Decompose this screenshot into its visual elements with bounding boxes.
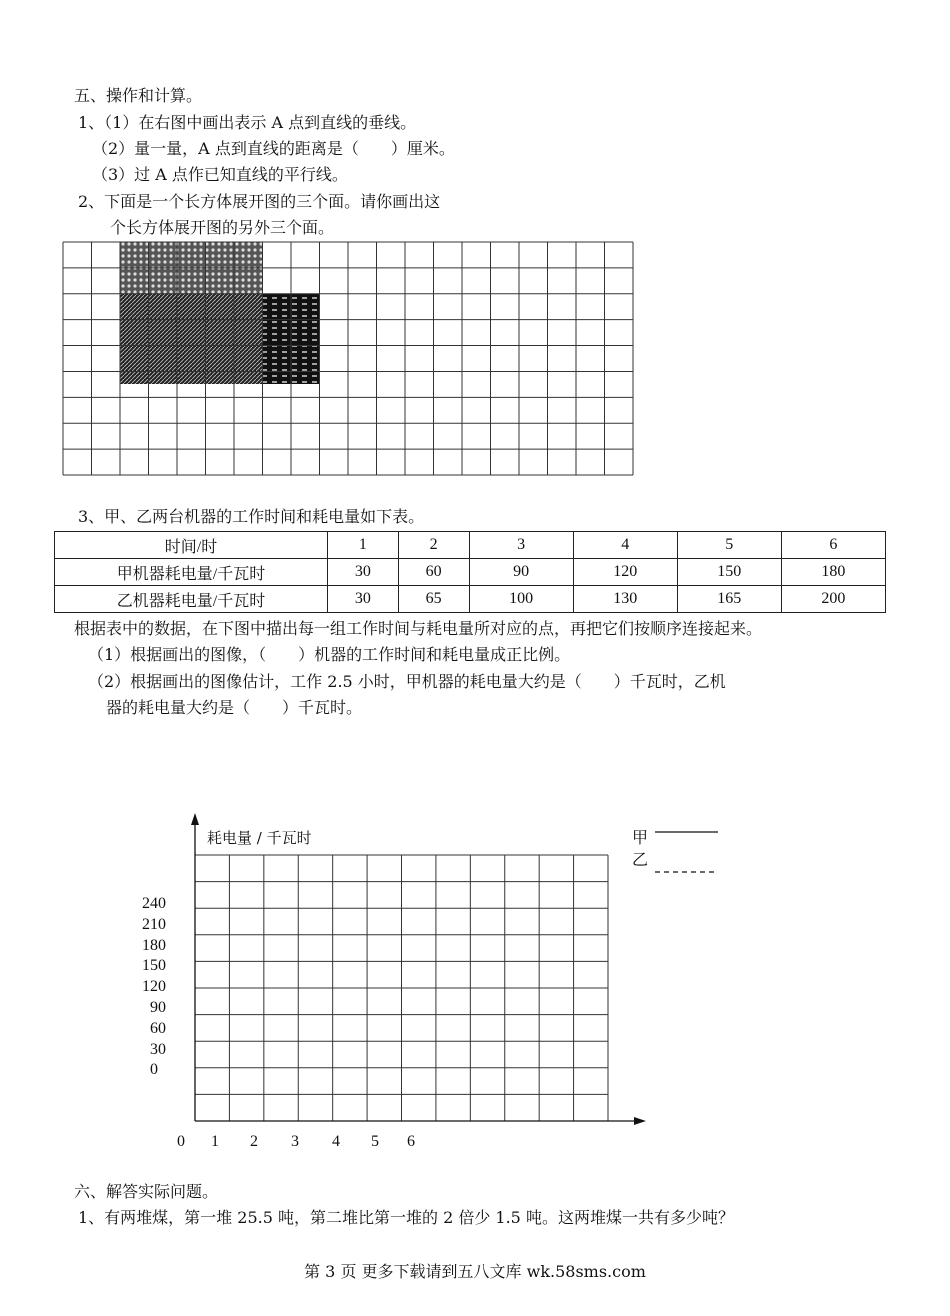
table-cell: 165 <box>677 586 781 613</box>
x-tick-label: 4 <box>332 1133 340 1150</box>
table-cell: 4 <box>573 532 677 559</box>
table-cell: 5 <box>677 532 781 559</box>
net-face-front <box>120 294 262 384</box>
y-axis-arrow <box>191 813 199 825</box>
table-header-row <box>55 532 886 559</box>
table-cell: 30 <box>328 559 399 586</box>
x-tick-label: 6 <box>407 1133 415 1150</box>
table-cell: 65 <box>398 586 469 613</box>
legend-yi: 乙 <box>632 850 649 869</box>
y-tick-label: 60 <box>150 1019 166 1037</box>
table-cell: 120 <box>573 559 677 586</box>
table-cell: 60 <box>398 559 469 586</box>
section6-q1: 1、有两堆煤，第一堆 25.5 吨，第二堆比第一堆的 2 倍少 1.5 吨。这两堆煤一共有多少吨？ <box>78 1208 734 1227</box>
y-tick-label: 30 <box>150 1040 166 1058</box>
table-cell: 100 <box>469 586 573 613</box>
x-tick-label: 5 <box>371 1133 379 1150</box>
q1-line3: （3）过 A 点作已知直线的平行线。 <box>92 165 348 184</box>
x-tick-label: 3 <box>291 1133 299 1150</box>
x-tick-label: 2 <box>250 1133 258 1150</box>
q3-sub1: （1）根据画出的图像，（ ）机器的工作时间和耗电量成正比例。 <box>88 645 571 664</box>
q1-line2: （2）量一量，A 点到直线的距离是（ ）厘米。 <box>92 139 455 158</box>
table-cell: 1 <box>328 532 399 559</box>
table-cell: 6 <box>781 532 885 559</box>
y-tick-label: 0 <box>150 1061 158 1079</box>
x-axis-arrow <box>634 1117 646 1125</box>
power-table <box>54 531 886 613</box>
y-tick-label: 90 <box>150 999 166 1016</box>
q2-line2: 个长方体展开图的另外三个面。 <box>110 218 335 237</box>
y-tick-label: 210 <box>142 915 166 933</box>
table-cell: 130 <box>573 586 677 613</box>
section6-title: 六、解答实际问题。 <box>74 1182 219 1201</box>
table-cell: 2 <box>398 532 469 559</box>
table-row <box>55 559 886 586</box>
y-tick-label: 120 <box>142 978 166 996</box>
y-axis-label: 耗电量 / 千瓦时 <box>207 829 312 847</box>
table-row-label: 甲机器耗电量/千瓦时 <box>55 559 328 586</box>
y-tick-label: 180 <box>142 936 166 954</box>
q3-sub2b: 器的耗电量大约是（ ）千瓦时。 <box>106 698 363 717</box>
table-cell: 30 <box>328 586 399 613</box>
table-cell: 200 <box>781 586 885 613</box>
table-cell: 180 <box>781 559 885 586</box>
y-tick-label: 240 <box>142 895 166 912</box>
y-tick-label: 150 <box>142 957 166 975</box>
x-tick-label: 0 <box>177 1133 185 1150</box>
q1-line1: 1、（1）在右图中画出表示 A 点到直线的垂线。 <box>78 113 417 132</box>
x-tick-label: 1 <box>211 1133 219 1150</box>
cuboid-net-grid <box>0 235 950 485</box>
q3-instruction: 根据表中的数据，在下图中描出每一组工作时间与耗电量所对应的点，再把它们按顺序连接起来。 <box>74 619 763 638</box>
table-cell: 3 <box>469 532 573 559</box>
legend-jia: 甲 <box>632 828 649 847</box>
q3-intro: 3、甲、乙两台机器的工作时间和耗电量如下表。 <box>78 507 425 526</box>
table-header-label: 时间/时 <box>55 532 328 559</box>
table-cell: 150 <box>677 559 781 586</box>
table-row <box>55 586 886 613</box>
q3-sub2a: （2）根据画出的图像估计，工作 2.5 小时，甲机器的耗电量大约是（ ）千瓦时，乙机 <box>88 672 726 691</box>
table-row-label: 乙机器耗电量/千瓦时 <box>55 586 328 613</box>
page-footer: 第 3 页 更多下载请到五八文库 wk.58sms.com <box>304 1262 646 1281</box>
section5-title: 五、操作和计算。 <box>74 86 203 105</box>
q2-line1: 2、下面是一个长方体展开图的三个面。请你画出这 <box>78 192 441 211</box>
table-cell: 90 <box>469 559 573 586</box>
